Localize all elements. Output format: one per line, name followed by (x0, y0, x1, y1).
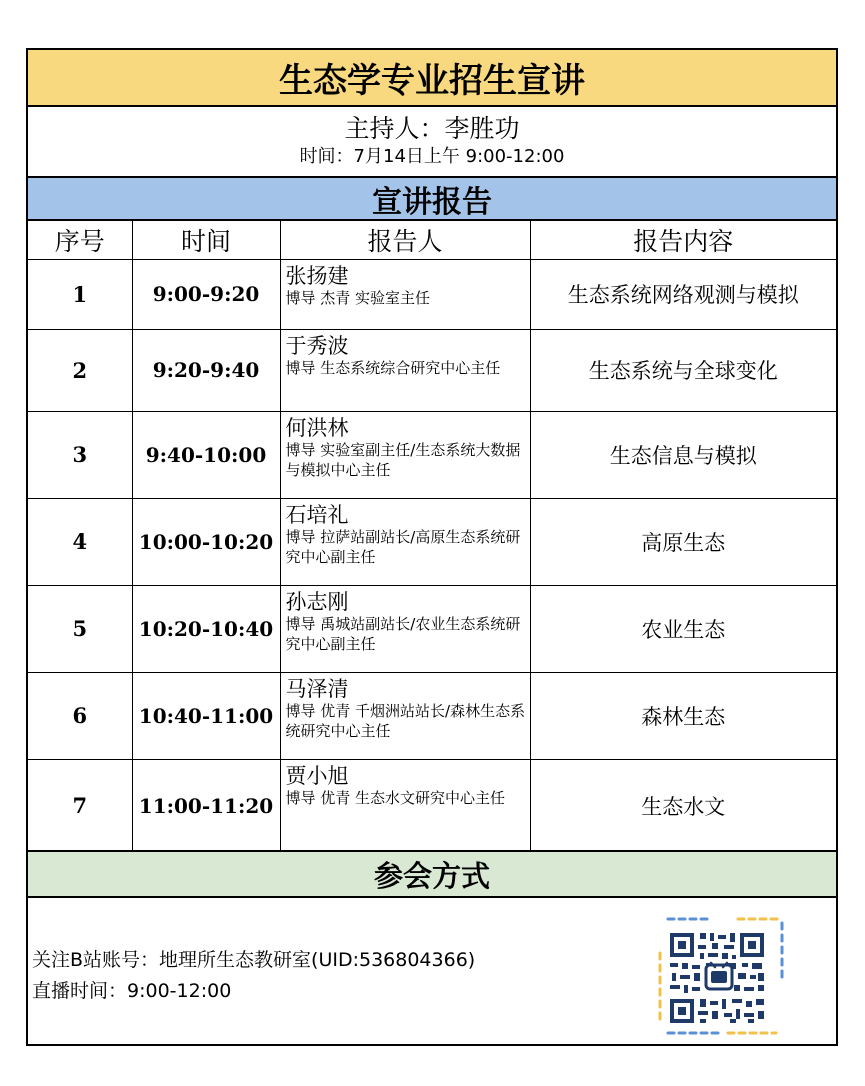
row-time: 11:00-11:20 (132, 759, 280, 852)
speaker-title: 博导 实验室副主任/生态系统大数据与模拟中心主任 (285, 440, 521, 479)
table-row (28, 498, 836, 585)
row-speaker (280, 759, 530, 852)
header-no: 序号 (28, 221, 132, 259)
live-time: 直播时间：9:00-12:00 (32, 980, 232, 1002)
join-section-heading: 参会方式 (28, 850, 836, 898)
schedule-sheet (26, 48, 838, 1046)
bilibili-logo-icon (706, 963, 732, 989)
row-no: 6 (28, 672, 132, 759)
host-name: 主持人：李胜功 (344, 114, 520, 143)
row-no: 2 (28, 329, 132, 411)
row-topic: 生态信息与模拟 (530, 411, 836, 498)
speaker-name: 马泽清 (285, 676, 349, 701)
speaker-name: 张扬建 (285, 263, 349, 288)
row-time: 9:00-9:20 (132, 259, 280, 329)
row-time: 9:20-9:40 (132, 329, 280, 411)
speaker-title: 博导 拉萨站副站长/高原生态系统研究中心副主任 (285, 527, 521, 566)
speaker-title: 博导 优青 生态水文研究中心主任 (285, 788, 506, 807)
header-time: 时间 (132, 221, 280, 259)
speaker-title: 博导 优青 千烟洲站站长/森林生态系统研究中心主任 (285, 701, 526, 740)
row-topic: 森林生态 (530, 672, 836, 759)
table-row (28, 672, 836, 759)
speaker-name: 何洪林 (285, 415, 349, 440)
bilibili-account: 关注B站账号：地理所生态教研室(UID:536804366) (32, 949, 476, 971)
event-time: 时间：7月14日上午 9:00-12:00 (299, 146, 565, 167)
speaker-name: 石培礼 (285, 502, 349, 527)
speaker-name: 孙志刚 (285, 589, 349, 614)
row-topic: 生态系统与全球变化 (530, 329, 836, 411)
header-topic: 报告内容 (530, 221, 836, 259)
table-row (28, 259, 836, 329)
table-row (28, 585, 836, 672)
row-speaker (280, 498, 530, 585)
row-speaker (280, 259, 530, 329)
speaker-title: 博导 杰青 实验室主任 (285, 288, 431, 307)
row-speaker (280, 329, 530, 411)
row-time: 9:40-10:00 (132, 411, 280, 498)
row-no: 3 (28, 411, 132, 498)
row-no: 7 (28, 759, 132, 852)
row-time: 10:20-10:40 (132, 585, 280, 672)
row-topic: 生态系统网络观测与模拟 (530, 259, 836, 329)
row-speaker (280, 585, 530, 672)
host-block (28, 107, 836, 178)
row-topic: 高原生态 (530, 498, 836, 585)
table-row (28, 759, 836, 852)
report-section-heading: 宣讲报告 (28, 178, 836, 221)
row-no: 1 (28, 259, 132, 329)
row-speaker (280, 411, 530, 498)
table-row (28, 329, 836, 411)
schedule-table (28, 221, 836, 853)
row-no: 4 (28, 498, 132, 585)
page-title: 生态学专业招生宣讲 (28, 50, 836, 107)
table-header-row (28, 221, 836, 259)
speaker-title: 博导 禹城站副站长/农业生态系统研究中心副主任 (285, 614, 521, 653)
row-no: 5 (28, 585, 132, 672)
row-speaker (280, 672, 530, 759)
speaker-title: 博导 生态系统综合研究中心主任 (285, 358, 501, 377)
speaker-name: 于秀波 (285, 333, 349, 358)
join-info (32, 945, 475, 1007)
table-row (28, 411, 836, 498)
row-topic: 生态水文 (530, 759, 836, 852)
row-time: 10:00-10:20 (132, 498, 280, 585)
row-time: 10:40-11:00 (132, 672, 280, 759)
row-topic: 农业生态 (530, 585, 836, 672)
header-speaker: 报告人 (280, 221, 530, 259)
qr-code-image (648, 913, 788, 1038)
speaker-name: 贾小旭 (285, 763, 349, 788)
